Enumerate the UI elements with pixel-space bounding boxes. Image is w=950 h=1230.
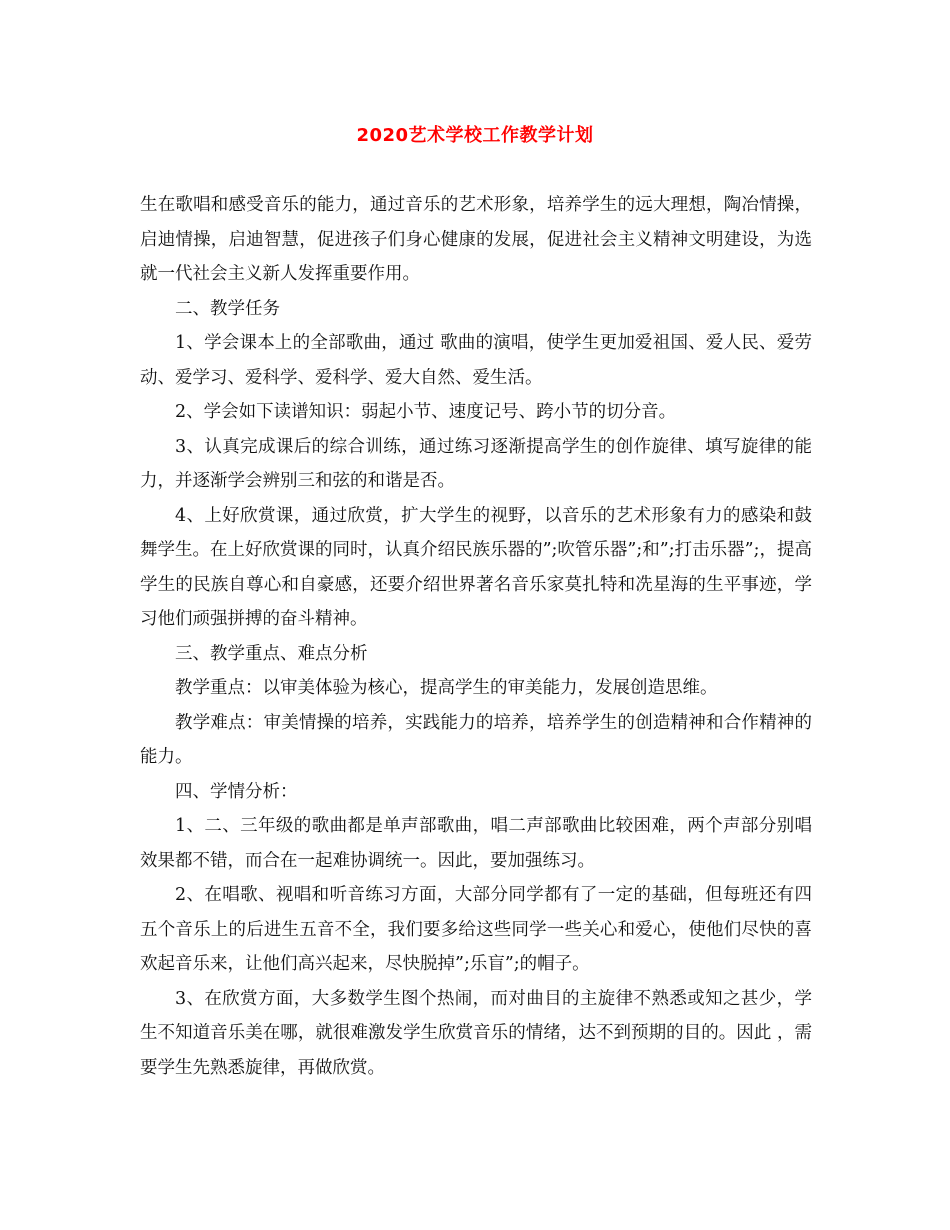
document-title: 2020艺术学校工作教学计划 xyxy=(356,125,594,146)
paragraph-difficult-point: 教学难点：审美情操的培养，实践能力的培养，培养学生的创造精神和合作精神的能力。 xyxy=(140,712,812,767)
paragraph-analysis-1: 1、二、三年级的歌曲都是单声部歌曲，唱二声部歌曲比较困难，两个声部分别唱效果都不错，而合在一起难协调统一。因此，要加强练习。 xyxy=(140,816,812,871)
paragraph-key-point: 教学重点：以审美体验为核心，提高学生的审美能力，发展创造思维。 xyxy=(175,678,718,698)
paragraph-intro: 生在歌唱和感受音乐的能力，通过音乐的艺术形象，培养学生的远大理想，陶冶情操，启迪情操，启迪智慧，促进孩子们身心健康的发展，促进社会主义精神文明建设，为选就一代社会主义新人发挥重要作用。 xyxy=(140,195,812,284)
heading-teaching-tasks: 二、教学任务 xyxy=(175,298,280,319)
paragraph-task-1: 1、学会课本上的全部歌曲，通过 歌曲的演唱，使学生更加爱祖国、爱人民、爱劳动、爱学习、爱科学、爱科学、爱大自然、爱生活。 xyxy=(140,333,812,388)
paragraph-task-3: 3、认真完成课后的综合训练，通过练习逐渐提高学生的创作旋律、填写旋律的能力，并逐渐学会辨别三和弦的和谐是否。 xyxy=(140,436,812,491)
paragraph-task-4: 4、上好欣赏课，通过欣赏，扩大学生的视野，以音乐的艺术形象有力的感染和鼓舞学生。在上好欣赏课的同时，认真介绍民族乐器的”;吹管乐器”;和”;打击乐器”;，提高学生的民族自尊心和自豪感，还要介绍世界著名音乐家莫扎特和冼星海的生平事迹，学习他们顽强拼搏的奋斗精神。 xyxy=(140,505,812,629)
heading-key-points: 三、教学重点、难点分析 xyxy=(175,643,368,664)
paragraph-task-2: 2、学会如下读谱知识：弱起小节、速度记号、跨小节的切分音。 xyxy=(175,402,677,422)
paragraph-analysis-2: 2、在唱歌、视唱和听音练习方面，大部分同学都有了一定的基础，但每班还有四五个音乐上的后进生五音不全，我们要多给这些同学一些关心和爱心，使他们尽快的喜欢起音乐来，让他们高兴起来，尽快脱掉”;乐盲”;的帽子。 xyxy=(140,885,812,974)
heading-student-analysis: 四、学情分析： xyxy=(175,781,298,802)
paragraph-analysis-3: 3、在欣赏方面，大多数学生图个热闹，而对曲目的主旋律不熟悉或知之甚少，学生不知道音乐美在哪，就很难激发学生欣赏音乐的情绪，达不到预期的目的。因此 ，需要学生先熟悉旋律，再做欣赏。 xyxy=(140,988,812,1078)
document-body xyxy=(140,188,812,1085)
